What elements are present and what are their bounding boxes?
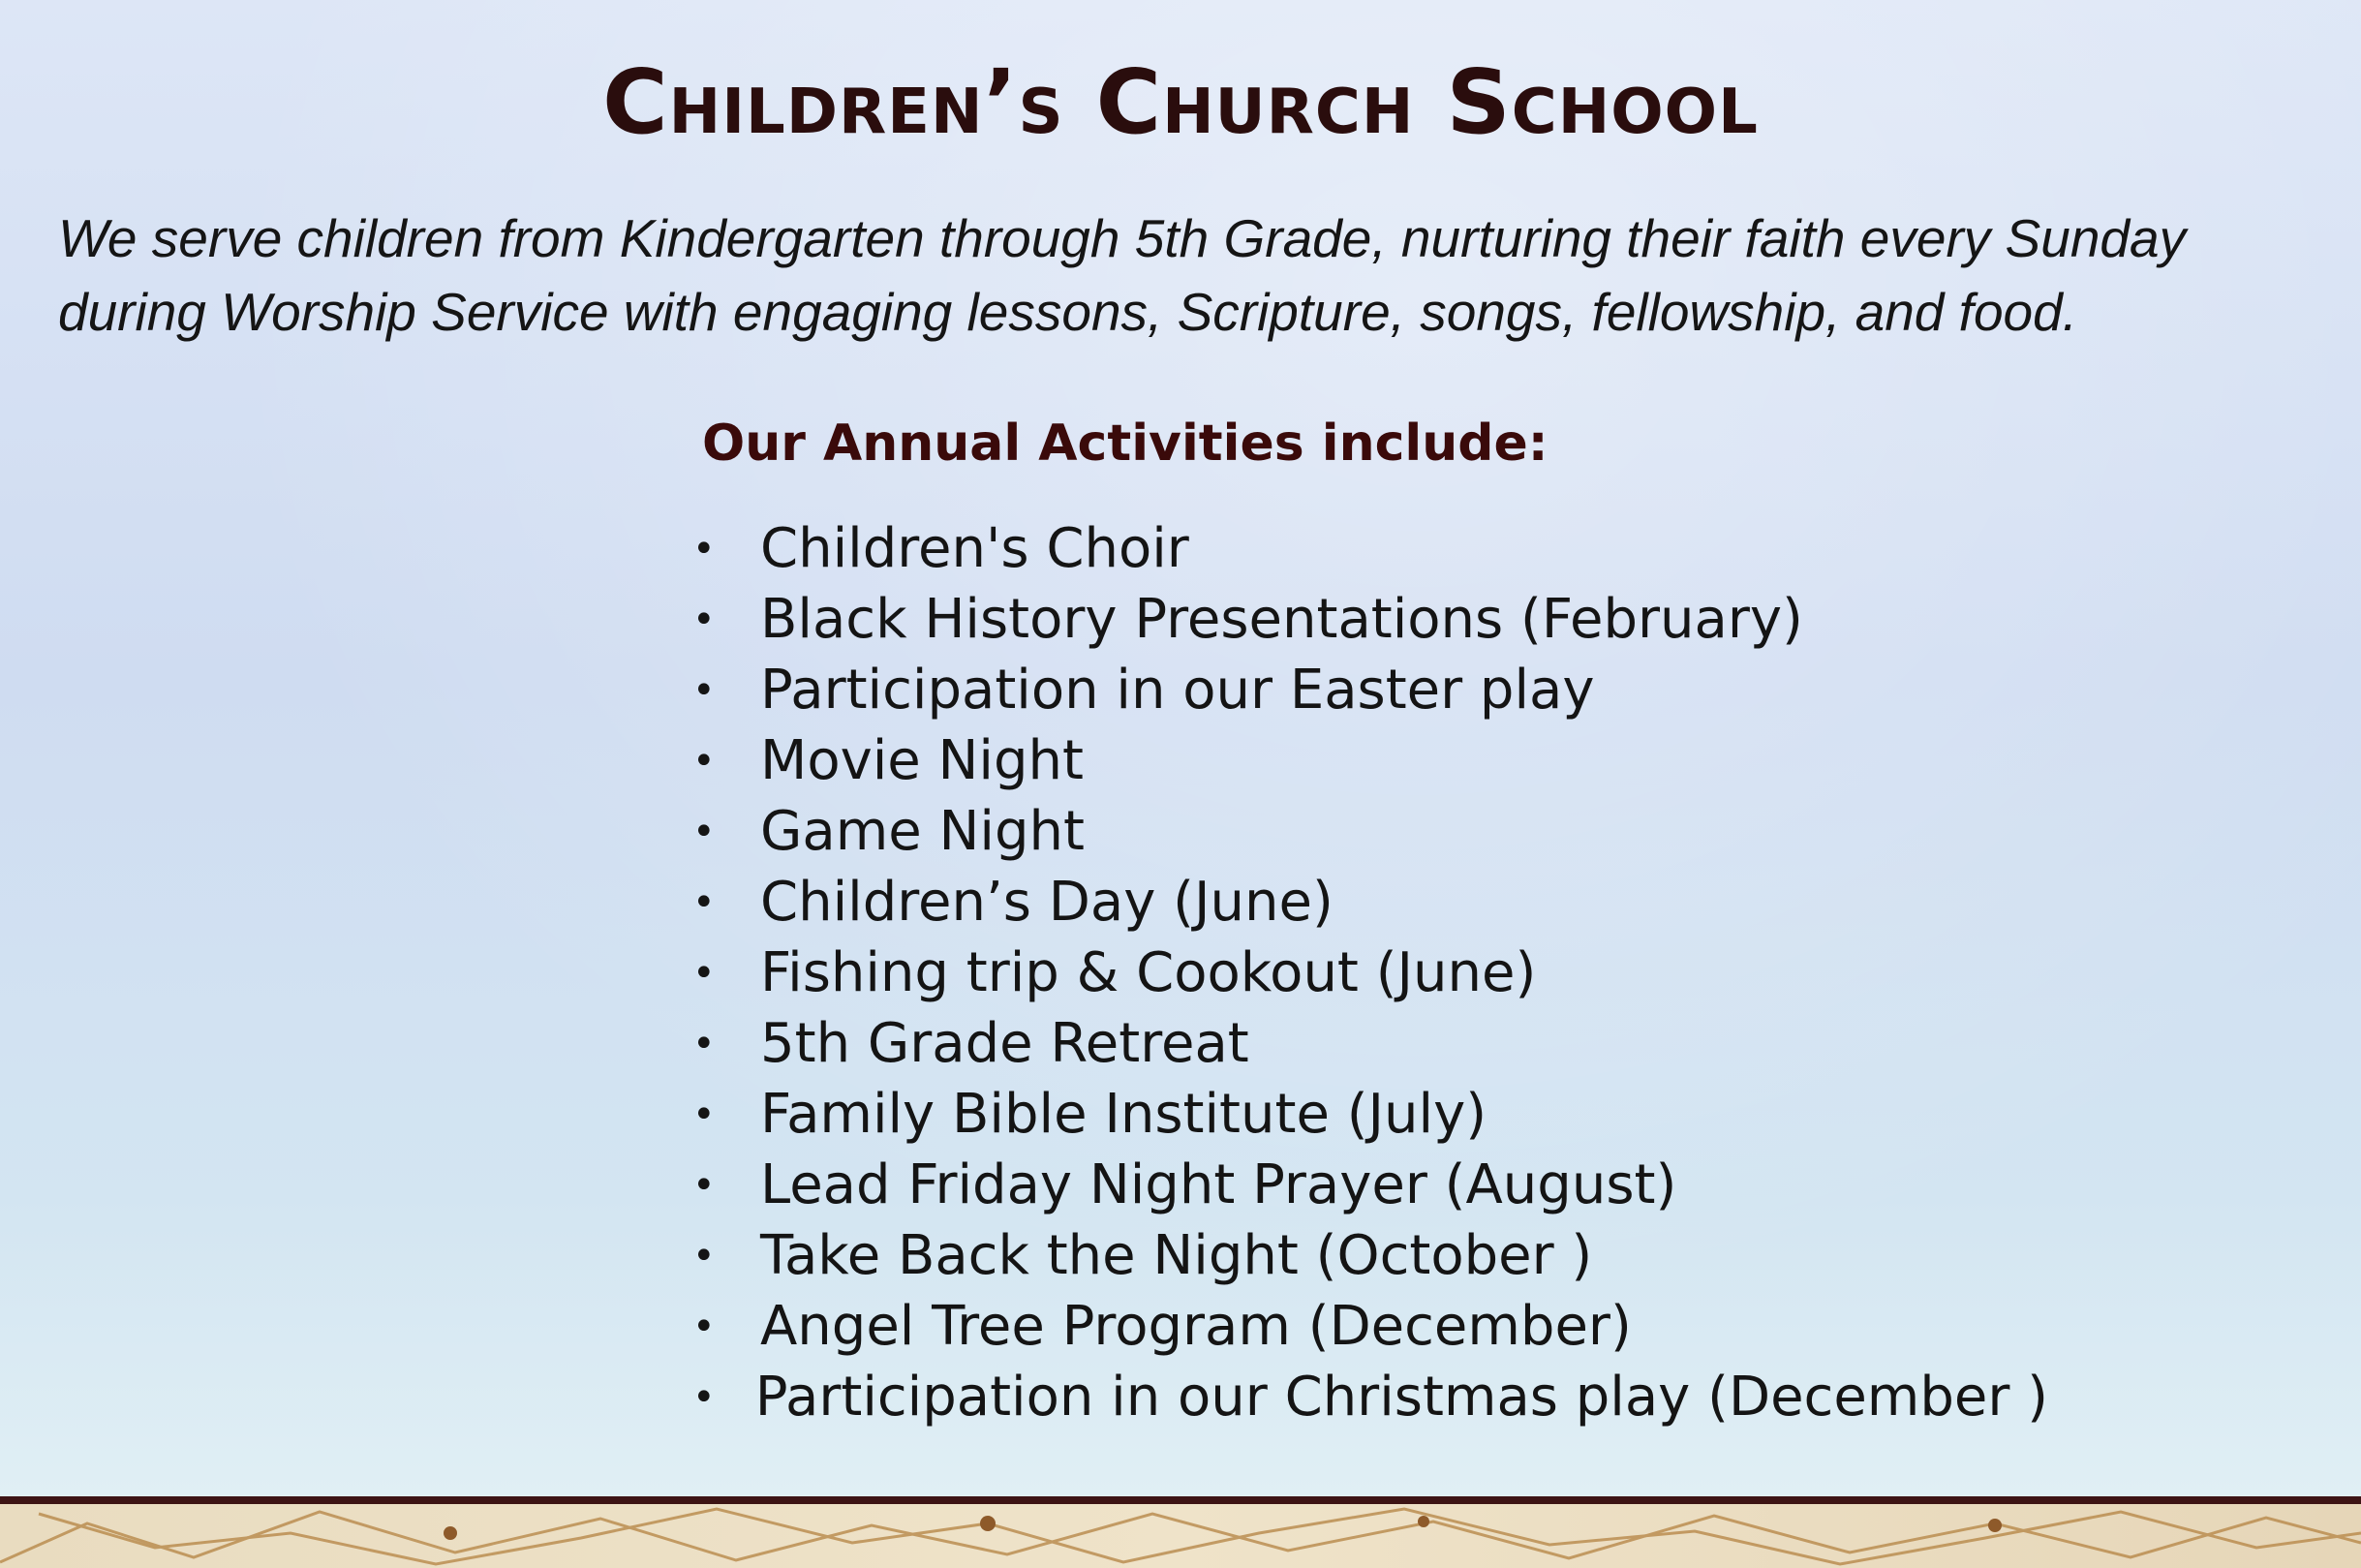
intro-line-2: during Worship Service with engaging lessons, Scripture, songs, fellowship, and food.: [58, 282, 2078, 342]
list-item: [692, 1291, 2048, 1362]
bullet-icon: •: [692, 1091, 716, 1137]
bullet-icon: •: [692, 526, 716, 571]
activity-label: Game Night: [760, 800, 1085, 863]
bullet-icon: •: [692, 879, 716, 925]
activity-label: Angel Tree Program (December): [760, 1295, 1632, 1358]
bullet-icon: •: [692, 809, 716, 854]
activity-label: Family Bible Institute (July): [760, 1083, 1487, 1146]
bullet-icon: •: [692, 1233, 716, 1278]
list-item: [692, 938, 2048, 1008]
activity-label: Take Back the Night (October ): [760, 1224, 1593, 1287]
slide-title: Children’s Church School: [602, 50, 1759, 154]
network-pattern-icon: [0, 1504, 2361, 1568]
list-item: [692, 1150, 2048, 1220]
list-item: [692, 1079, 2048, 1150]
activity-label: Movie Night: [760, 729, 1084, 792]
bullet-icon: •: [692, 1162, 716, 1208]
footer-band: [0, 1496, 2361, 1568]
list-item: [692, 867, 2048, 938]
activity-label: Participation in our Easter play: [760, 659, 1595, 722]
bullet-icon: •: [692, 597, 716, 642]
list-item: [692, 655, 2048, 725]
activities-list: [692, 513, 2048, 1432]
list-item: [692, 513, 2048, 584]
activity-label: 5th Grade Retreat: [760, 1012, 1249, 1075]
list-item: [692, 796, 2048, 867]
list-item: [692, 584, 2048, 655]
bullet-icon: •: [692, 1374, 716, 1420]
activity-label: Children’s Day (June): [760, 871, 1334, 934]
bullet-icon: •: [692, 950, 716, 996]
activity-label: Black History Presentations (February): [760, 588, 1803, 651]
intro-line-1: We serve children from Kindergarten through 5th Grade, nurturing their faith every Sunday: [58, 208, 2187, 268]
bullet-icon: •: [692, 667, 716, 713]
bullet-icon: •: [692, 738, 716, 784]
activity-label: Children's Choir: [760, 517, 1189, 580]
activity-label: Fishing trip & Cookout (June): [760, 941, 1537, 1004]
bullet-icon: •: [692, 1304, 716, 1349]
list-item: [692, 1008, 2048, 1079]
bullet-icon: •: [692, 1021, 716, 1066]
list-item: [692, 1220, 2048, 1291]
activity-label: Participation in our Christmas play (December ): [754, 1366, 2048, 1429]
activities-heading: Our Annual Activities include:: [702, 415, 1548, 473]
list-item: [692, 725, 2048, 796]
activity-label: Lead Friday Night Prayer (August): [760, 1153, 1677, 1216]
list-item: [692, 1362, 2048, 1432]
intro-paragraph: [58, 201, 2315, 349]
